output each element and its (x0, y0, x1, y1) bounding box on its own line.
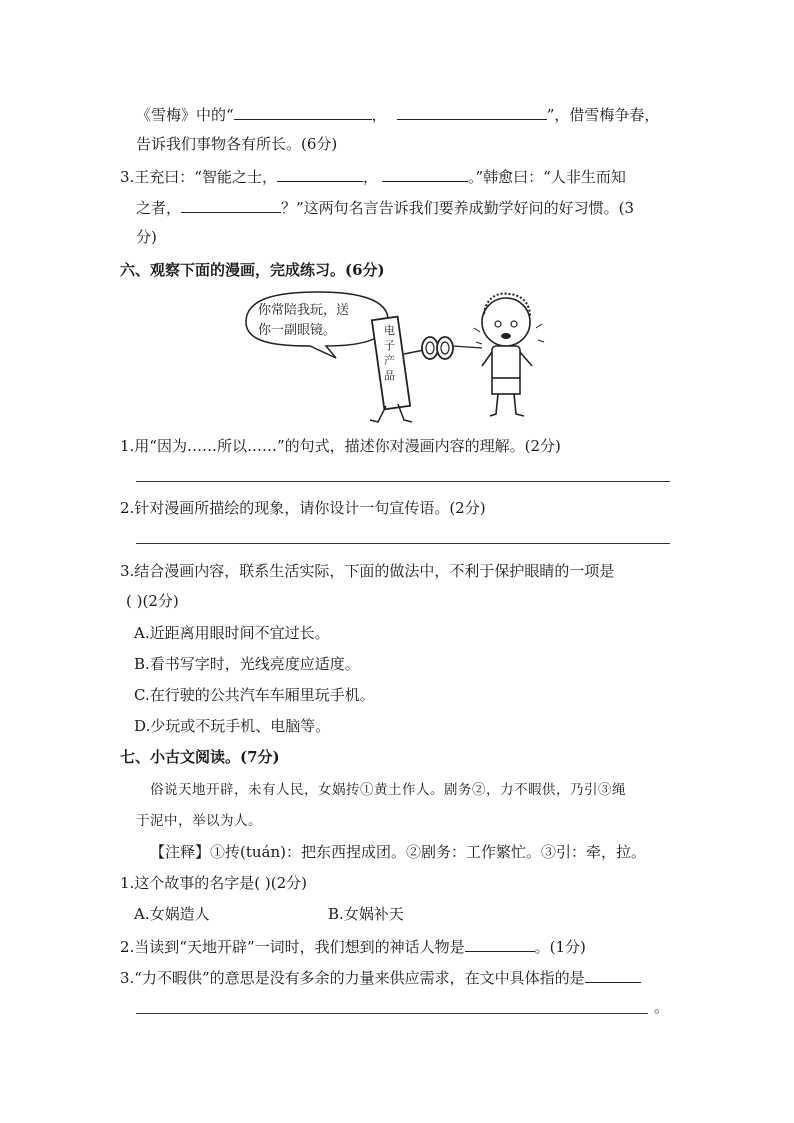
speech-bubble (246, 292, 388, 358)
comic-q3-option-b[interactable]: B.看书写字时，光线亮度应适度。 (134, 655, 360, 673)
comic-q2-answer-line[interactable] (136, 543, 670, 544)
poem-fill-line (136, 103, 659, 125)
poem-blank-2[interactable] (397, 103, 547, 120)
story-q2 (120, 935, 586, 957)
comic-q2: 2.针对漫画所描绘的现象，请你设计一句宣传语。(2分) (120, 499, 486, 517)
quote-blank-1[interactable] (277, 165, 363, 182)
story-q3-end: 。 (654, 998, 670, 1016)
comic-q3-option-a[interactable]: A.近距离用眼时间不宜过长。 (134, 624, 330, 642)
quote-question-line2 (136, 196, 634, 218)
quote-blank-3[interactable] (181, 196, 281, 213)
comic-q3-line1: 3.结合漫画内容，联系生活实际，下面的做法中，不利于保护眼睛的一项是 (120, 562, 615, 580)
bubble-text-2: 你一副眼镜。 (258, 323, 337, 338)
poem-fill-text-b: ， (371, 106, 387, 124)
boy-character (474, 294, 544, 416)
device-label-1: 电 (384, 324, 395, 337)
passage-line-2: 于泥中，举以为人。 (136, 813, 262, 829)
comic-q3-option-d[interactable]: D.少玩或不玩手机、电脑等。 (134, 717, 331, 735)
passage-line-1: 俗说天地开辟，未有人民，女娲抟①黄土作人。剧务②，力不暇供，乃引③绳 (150, 782, 626, 798)
poem-fill-text-a: 《雪梅》中的“ (136, 106, 234, 124)
device-label-2: 子 (384, 339, 395, 352)
poem-fill-text-c: ”，借雪梅争春， (546, 106, 660, 124)
story-q1: 1.这个故事的名字是( )(2分) (120, 874, 308, 892)
device-character (370, 317, 424, 422)
device-label-4: 品 (384, 369, 395, 382)
story-q1-option-b[interactable]: B.女娲补天 (328, 905, 404, 923)
passage-note: 【注释】①抟(tuán)：把东西捏成团。②剧务：工作繁忙。③引：牵，拉。 (150, 843, 646, 861)
glasses-icon (422, 337, 482, 359)
story-q1-option-a[interactable]: A.女娲造人 (134, 905, 210, 923)
bubble-text-1: 你常陪我玩，送 (258, 303, 350, 318)
quote-question-line1 (120, 165, 626, 187)
quote-question-line3: 分) (136, 228, 157, 246)
story-q3 (120, 966, 641, 988)
story-q3-answer-line[interactable] (136, 1013, 648, 1014)
quote-text-d: 之者， (136, 199, 182, 217)
quote-text-a: 3.王充曰：“智能之士， (120, 168, 277, 186)
story-q2-blank[interactable] (465, 935, 535, 952)
comic-q3-option-c[interactable]: C.在行驶的公共汽车车厢里玩手机。 (134, 686, 375, 704)
quote-text-e: ？”这两句名言告诉我们要养成勤学好问的好习惯。(3 (281, 199, 635, 217)
quote-blank-2[interactable] (382, 165, 468, 182)
story-q3-blank-1[interactable] (585, 966, 641, 983)
comic-q1: 1.用“因为……所以……”的句式，描述你对漫画内容的理解。(2分) (120, 437, 561, 455)
comic-q3-line2: ( )(2分) (126, 592, 179, 610)
quote-text-b: ， (362, 168, 378, 186)
poem-blank-1[interactable] (234, 103, 372, 120)
quote-text-c: 。”韩愈曰：“人非生而知 (468, 168, 626, 186)
comic-illustration (238, 288, 550, 426)
device-label-3: 产 (384, 354, 395, 367)
section6-title: 六、观察下面的漫画，完成练习。(6分) (120, 261, 385, 279)
story-q2-text-a: 2.当读到“天地开辟”一词时，我们想到的神话人物是 (120, 938, 465, 956)
section7-title: 七、小古文阅读。(7分) (120, 748, 280, 766)
story-q3-text: 3.“力不暇供”的意思是没有多余的力量来供应需求，在文中具体指的是 (120, 969, 585, 987)
story-q2-text-b: 。(1分) (534, 938, 586, 956)
poem-fill-line-2: 告诉我们事物各有所长。(6分) (136, 135, 338, 153)
comic-q1-answer-line[interactable] (136, 481, 670, 482)
